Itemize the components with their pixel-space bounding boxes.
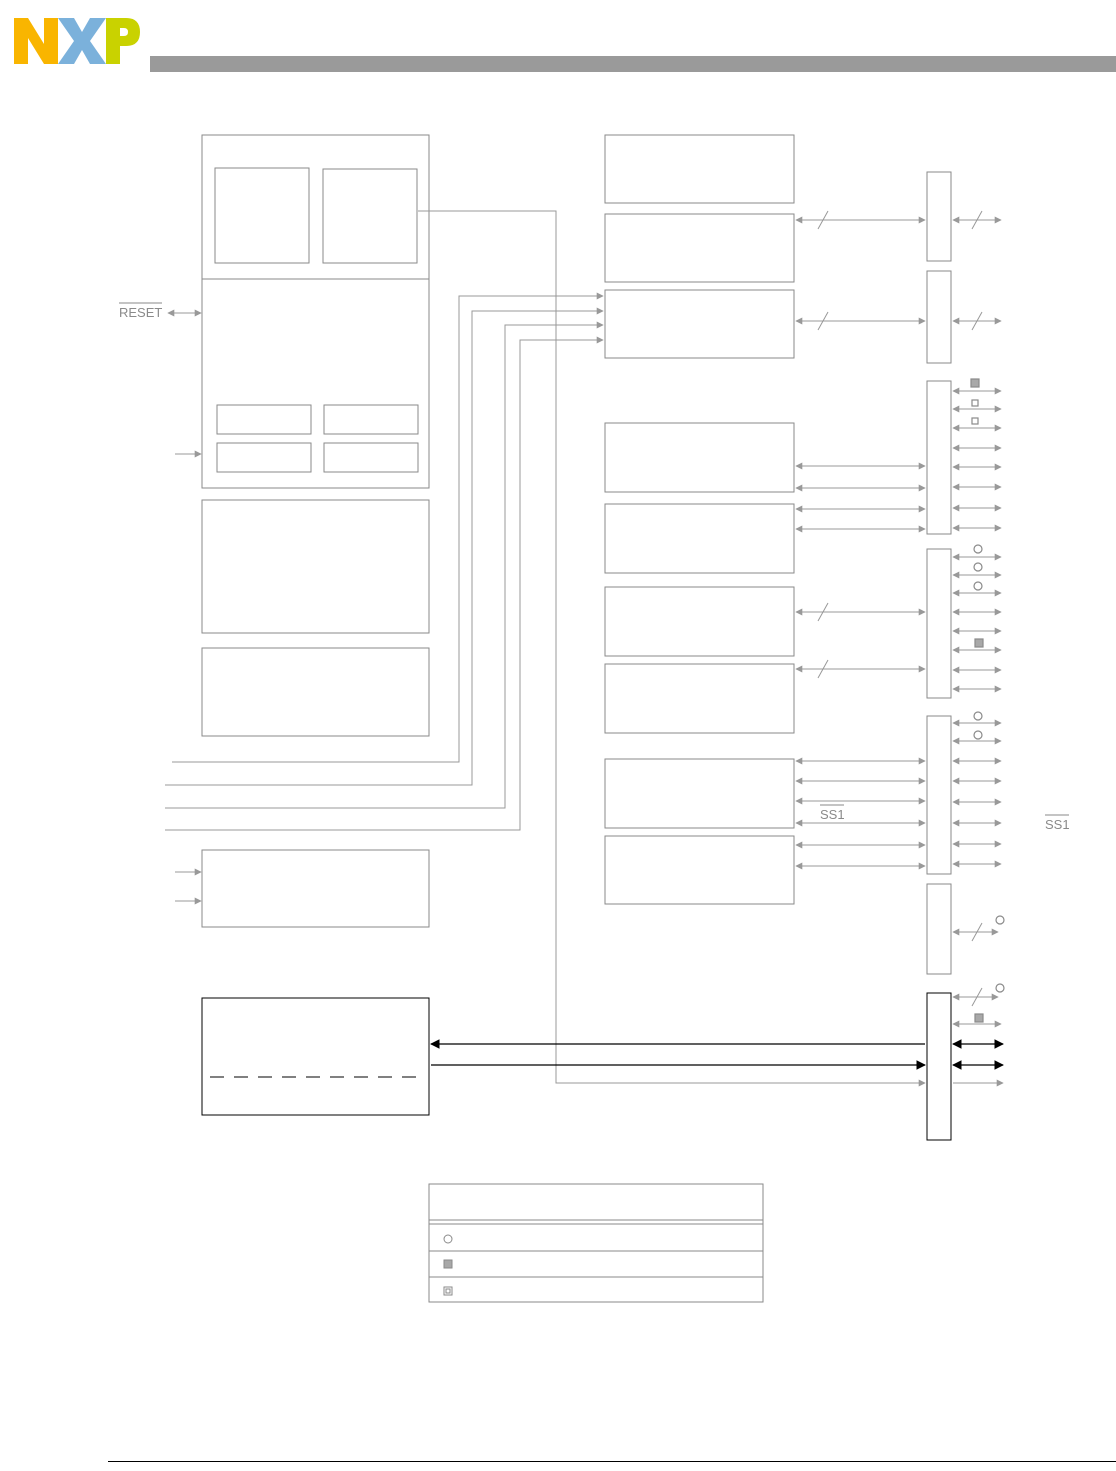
filled-square-marker <box>975 1014 983 1022</box>
legend-circle-icon <box>444 1235 452 1243</box>
periph-block-5 <box>605 504 794 573</box>
cpu-small-block-1 <box>217 405 311 434</box>
circle-marker <box>996 916 1004 924</box>
legend-filled-square-icon <box>444 1260 452 1268</box>
port-block-5 <box>927 716 951 874</box>
bus-controller-block <box>202 998 429 1115</box>
cpu-sub-block-2 <box>323 169 417 263</box>
periph-block-8 <box>605 759 794 828</box>
ss1-inner-label: SS1 <box>820 807 845 822</box>
circle-marker <box>996 984 1004 992</box>
port-block-4 <box>927 549 951 698</box>
route-line-2 <box>165 311 603 785</box>
circle-marker <box>974 712 982 720</box>
filled-square-marker <box>971 379 979 387</box>
circle-marker <box>974 582 982 590</box>
ss1-outer-label: SS1 <box>1045 817 1070 832</box>
periph-block-7 <box>605 664 794 733</box>
legend <box>429 1184 763 1302</box>
cpu-small-block-2 <box>324 405 418 434</box>
periph-block-3 <box>605 290 794 358</box>
cpu-block <box>202 135 429 488</box>
hollow-square-marker <box>972 418 978 424</box>
legend-box <box>429 1184 763 1302</box>
memory-block-2 <box>202 648 429 736</box>
periph-block-2 <box>605 214 794 282</box>
periph-block-4 <box>605 423 794 492</box>
cpu-sub-block-1 <box>215 168 309 263</box>
cpu-small-block-4 <box>324 443 418 472</box>
periph-block-1 <box>605 135 794 203</box>
power-block <box>202 850 429 927</box>
reset-label: RESET <box>119 305 163 320</box>
port-block-6 <box>927 884 951 974</box>
periph-block-6 <box>605 587 794 656</box>
memory-block <box>202 500 429 633</box>
circle-marker <box>974 545 982 553</box>
circle-marker <box>974 563 982 571</box>
route-line-1 <box>172 296 603 762</box>
port-block-7 <box>927 993 951 1140</box>
circle-marker <box>974 731 982 739</box>
legend-hollow-square-inner <box>446 1289 450 1293</box>
route-line-4 <box>165 340 603 830</box>
filled-square-marker <box>975 639 983 647</box>
port-block-1 <box>927 172 951 261</box>
port-block-2 <box>927 271 951 363</box>
periph-block-9 <box>605 836 794 904</box>
cpu-small-block-3 <box>217 443 311 472</box>
clock-route-line <box>418 211 925 1083</box>
hollow-square-marker <box>972 400 978 406</box>
port-block-3 <box>927 381 951 534</box>
